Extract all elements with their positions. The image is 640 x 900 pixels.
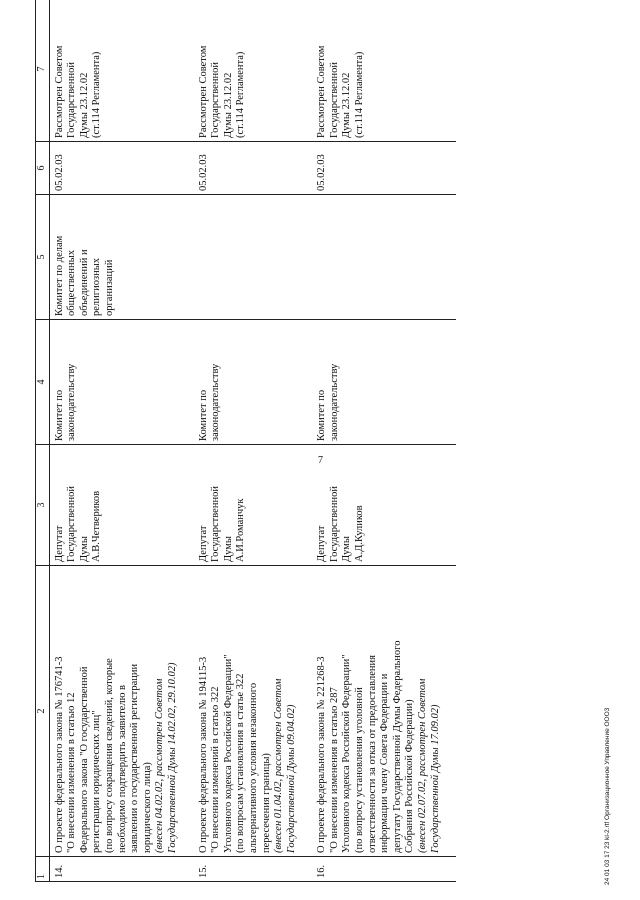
rotated-table-container xyxy=(35,32,595,882)
coexecutor-line: Комитет по делам xyxy=(53,235,65,316)
row-number xyxy=(49,857,193,882)
status-cell xyxy=(49,0,193,142)
bill-title-cell xyxy=(194,566,313,857)
status-line: Рассмотрен Советом xyxy=(316,45,328,138)
date-cell xyxy=(194,142,313,195)
table-row xyxy=(49,0,193,882)
date-cell xyxy=(312,142,456,195)
header-col-6: 6 xyxy=(36,142,50,195)
status-cell xyxy=(312,0,456,142)
author-line: А.В.Четвериков xyxy=(91,490,103,562)
coexecutor-line: общественных xyxy=(66,250,78,316)
bill-title-line: альтернативного условия незаконного xyxy=(247,682,259,853)
status-line: Государственной xyxy=(66,62,78,138)
status-cell xyxy=(194,0,313,142)
author-cell xyxy=(49,445,193,566)
author-line: А.И.Романчук xyxy=(235,498,247,562)
bill-title-line: Федерального закона "О государственной xyxy=(78,666,90,853)
page-number: 7 xyxy=(318,455,323,466)
status-line: (ст.114 Регламента) xyxy=(235,51,247,138)
row-number-text: 16. xyxy=(316,864,328,878)
footer-file-info: 24 01 03 17 23 kl-2.rtf Организационное Управление ООО3 xyxy=(604,707,611,885)
coexecutor-cell xyxy=(49,195,193,320)
status-line: Рассмотрен Советом xyxy=(197,45,209,138)
table-row xyxy=(312,0,456,882)
status-line: (ст.114 Регламента) xyxy=(91,51,103,138)
bill-title-line: информации члену Совета Федерации и xyxy=(379,673,391,853)
bill-title-line: Собрания Российской Федерации) xyxy=(404,699,416,853)
bill-title-line: регистрации юридических лиц" xyxy=(91,710,103,853)
author-line: Депутат xyxy=(316,525,328,562)
bill-note-line: (внесен 01.04.02, рассмотрен Советом xyxy=(273,678,285,853)
header-col-3: 3 xyxy=(36,445,50,566)
author-line: А.Д.Куликов xyxy=(354,505,366,562)
bills-table xyxy=(35,0,456,882)
author-line: Государственной xyxy=(66,486,78,562)
status-line: (ст.114 Регламента) xyxy=(354,51,366,138)
status-line: Государственной xyxy=(328,62,340,138)
author-cell xyxy=(312,445,456,566)
bill-title-line: Уголовного кодекса Российской Федерации" xyxy=(341,654,353,853)
header-col-1: 1 xyxy=(36,857,50,882)
author-line: Думы xyxy=(222,536,234,562)
bill-title-line: юридического лица) xyxy=(141,762,153,853)
bill-note-line: Государственной Думы 09.04.02) xyxy=(285,704,297,853)
bill-title-line: ответственности за отказ от предоставления xyxy=(366,655,378,853)
status-line: Думы 23.12.02 xyxy=(222,72,234,138)
bill-title-line: Уголовного кодекса Российской Федерации" xyxy=(222,654,234,853)
author-line: Думы xyxy=(78,536,90,562)
author-line: Государственной xyxy=(328,486,340,562)
table-row xyxy=(194,0,313,882)
date-text: 05.02.03 xyxy=(53,154,65,191)
bill-title-line: депутату Государственной Думы Федерального xyxy=(391,640,403,853)
committee-cell xyxy=(194,320,313,445)
bill-title-line: необходимо подтвердить заявителю в xyxy=(116,684,128,853)
bill-note-line: (внесен 04.02.02, рассмотрен Советом xyxy=(154,678,166,853)
header-row xyxy=(36,0,50,882)
row-number xyxy=(312,857,456,882)
status-line: Думы 23.12.02 xyxy=(341,72,353,138)
row-number-text: 14. xyxy=(53,864,65,878)
header-col-2: 2 xyxy=(36,566,50,857)
committee-line: законодательству xyxy=(66,363,78,441)
status-line: Рассмотрен Советом xyxy=(53,45,65,138)
bill-note-line: (внесен 02.07.02, рассмотрен Советом xyxy=(417,678,429,853)
bill-title-line: О проекте федерального закона № 221268-3 xyxy=(316,656,328,853)
committee-line: Комитет по xyxy=(316,389,328,441)
committee-line: законодательству xyxy=(328,363,340,441)
date-text: 05.02.03 xyxy=(197,154,209,191)
bill-title-line: "О внесении изменения в статью 287 xyxy=(328,687,340,853)
committee-line: Комитет по xyxy=(53,389,65,441)
bill-title-line: (по вопросам установления в статье 322 xyxy=(235,673,247,853)
bill-title-line: О проекте федерального закона № 194115-3 xyxy=(197,656,209,853)
committee-line: Комитет по xyxy=(197,389,209,441)
author-line: Депутат xyxy=(53,525,65,562)
coexecutor-line: религиозных xyxy=(91,257,103,316)
bill-title-line: "О внесении изменения в статью 12 xyxy=(66,692,78,853)
bill-note-line: Государственной Думы 14.02.02, 29.10.02) xyxy=(166,662,178,853)
row-number-text: 15. xyxy=(197,864,209,878)
date-text: 05.02.03 xyxy=(316,154,328,191)
bill-title-line: (по вопросу установления уголовной xyxy=(354,687,366,853)
bill-note-line: Государственной Думы 17.09.02) xyxy=(429,704,441,853)
status-line: Государственной xyxy=(210,62,222,138)
header-col-7: 7 xyxy=(36,0,50,142)
coexecutor-cell xyxy=(194,195,313,320)
bill-title-line: пересечения границы) xyxy=(260,753,272,853)
author-line: Государственной xyxy=(210,486,222,562)
author-cell xyxy=(194,445,313,566)
coexecutor-line: объединений и xyxy=(78,249,90,316)
bill-title-line: заявлении о государственной регистрации xyxy=(129,663,141,853)
bill-title-line: О проекте федерального закона № 176741-3 xyxy=(53,656,65,853)
author-line: Думы xyxy=(341,536,353,562)
status-line: Думы 23.12.02 xyxy=(78,72,90,138)
coexecutor-line: организаций xyxy=(103,259,115,316)
table-body xyxy=(49,0,456,882)
bill-title-line: "О внесении изменений в статью 322 xyxy=(210,686,222,853)
bill-title-cell xyxy=(312,566,456,857)
committee-cell xyxy=(49,320,193,445)
bill-title-cell xyxy=(49,566,193,857)
author-line: Депутат xyxy=(197,525,209,562)
header-col-4: 4 xyxy=(36,320,50,445)
committee-cell xyxy=(312,320,456,445)
committee-line: законодательству xyxy=(210,363,222,441)
row-number xyxy=(194,857,313,882)
bill-title-line: (по вопросу сокращения сведений, которые xyxy=(103,658,115,853)
coexecutor-cell xyxy=(312,195,456,320)
header-col-5: 5 xyxy=(36,195,50,320)
date-cell xyxy=(49,142,193,195)
